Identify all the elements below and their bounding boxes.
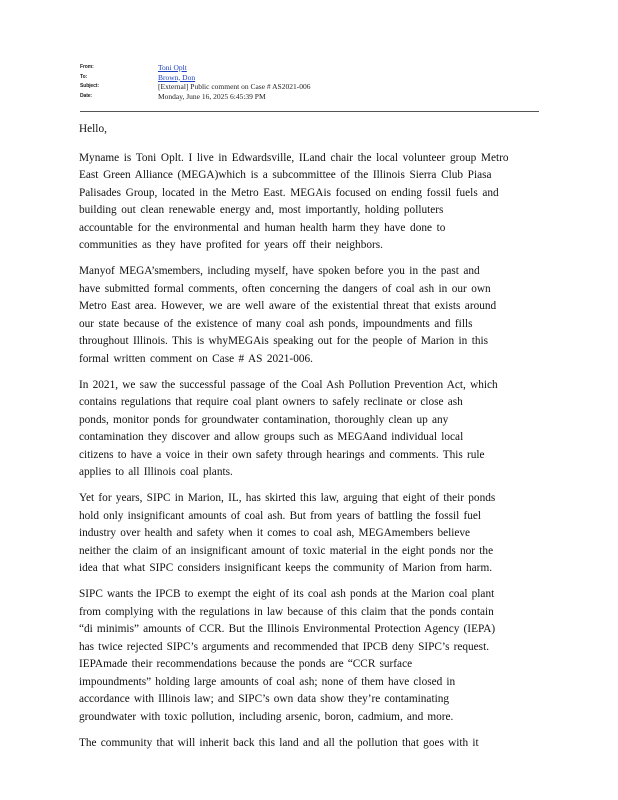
to-label: To: bbox=[80, 73, 88, 80]
paragraph-line: ponds, monitor ponds for groundwater contamination, thoroughly clean up any bbox=[79, 413, 449, 426]
paragraph-line: industry over health and safety when it comes to coal ash, MEGAmembers believe bbox=[79, 527, 471, 539]
header-divider bbox=[80, 111, 539, 112]
paragraph-line: groundwater with toxic pollution, including arsenic, boron, cadmium, and more. bbox=[79, 710, 454, 723]
paragraph-line: contains regulations that require coal plant owners to safely reclinate or close ash bbox=[79, 396, 463, 408]
paragraph-line: In 2021, we saw the successful passage of the Coal Ash Pollution Prevention Act, which bbox=[79, 378, 498, 391]
paragraph-line: Metro East area. However, we are well aware of the existential threat that exists around bbox=[79, 300, 497, 312]
paragraph-line: Yet for years, SIPC in Marion, IL, has skirted this law, arguing that eight of their ponds bbox=[79, 492, 496, 504]
paragraph bbox=[79, 490, 535, 578]
paragraph-line: building out clean renewable energy and, most importantly, holding polluters bbox=[79, 204, 444, 216]
paragraph bbox=[79, 735, 535, 753]
email-body bbox=[79, 121, 535, 761]
to-link[interactable]: Brown, Don bbox=[158, 72, 196, 82]
date-row bbox=[80, 92, 540, 102]
paragraph-line: IEPAmade their recommendations because the ponds are “CCR surface bbox=[79, 658, 413, 670]
paragraph-line: contamination they discover and allow groups such as MEGAand individual local bbox=[79, 431, 464, 443]
paragraph-line: The community that will inherit back this land and all the pollution that goes with it bbox=[79, 736, 479, 749]
paragraph-line: throughout Illinois. This is whyMEGAis speaking out for the people of Marion in this bbox=[79, 335, 489, 347]
paragraph-line: idea that what SIPC considers insignificant keeps the community of Marion from harm. bbox=[79, 562, 493, 574]
date-label: Date: bbox=[80, 92, 93, 99]
paragraph-line: accountable for the environmental and human health harm they have done to bbox=[79, 221, 446, 234]
paragraph bbox=[79, 263, 535, 368]
paragraph-line: Myname is Toni Oplt. I live in Edwardsville, ILand chair the local volunteer group Metro bbox=[79, 151, 509, 164]
paragraph bbox=[79, 586, 535, 726]
to-row bbox=[80, 73, 540, 83]
paragraph-line: our state because of the existence of many coal ash ponds, impoundments and fills bbox=[79, 317, 473, 330]
paragraph-line: Manyof MEGA’smembers, including myself, have spoken before you in the past and bbox=[79, 265, 480, 277]
subject-label: Subject: bbox=[80, 83, 99, 89]
subject-value: [External] Public comment on Case # AS2021-006 bbox=[158, 82, 311, 91]
paragraph bbox=[79, 150, 535, 255]
paragraph-line: has twice rejected SIPC’s arguments and recommended that IPCB deny SIPC’s request. bbox=[79, 640, 490, 653]
paragraph-line: SIPC wants the IPCB to exempt the eight of its coal ash ponds at the Marion coal plant bbox=[79, 588, 495, 600]
paragraph-line: “di minimis” amounts of CCR. But the Illinois Environmental Protection Agency (IEPA) bbox=[79, 623, 496, 635]
paragraph-line: impoundments” holding large amounts of coal ash; none of them have closed in bbox=[79, 675, 456, 688]
paragraph-line: from complying with the regulations in law because of this claim that the ponds contain bbox=[79, 605, 494, 618]
paragraph-line: hold only insignificant amounts of coal ash. But from years of battling the fossil fuel bbox=[79, 509, 482, 522]
from-label: From: bbox=[80, 64, 94, 70]
paragraph-line: applies to all Illinois coal plants. bbox=[79, 466, 233, 478]
paragraph-line: formal written comment on Case # AS 2021-006. bbox=[79, 352, 313, 365]
paragraph-line: have submitted formal comments, often concerning the dangers of coal ash in our own bbox=[79, 282, 491, 295]
from-row bbox=[80, 63, 540, 73]
paragraph-line: neither the claim of an insignificant amount of toxic material in the eight ponds nor the bbox=[79, 544, 494, 557]
greeting: Hello, bbox=[79, 123, 107, 135]
email-header bbox=[80, 63, 540, 101]
paragraph-line: Palisades Group, located in the Metro East. MEGAis focused on ending fossil fuels and bbox=[79, 186, 499, 199]
from-link[interactable]: Toni Oplt bbox=[158, 63, 187, 72]
subject-row bbox=[80, 82, 540, 92]
date-value: Monday, June 16, 2025 6:45:39 PM bbox=[158, 91, 266, 101]
paragraph-line: citizens to have a voice in their own safety through hearings and comments. This rule bbox=[79, 448, 485, 461]
paragraph-line: East Green Alliance (MEGA)which is a subcommittee of the Illinois Sierra Club Piasa bbox=[79, 169, 492, 181]
paragraph-line: accordance with Illinois law; and SIPC’s own data show they’re contaminating bbox=[79, 693, 450, 705]
paragraph-line: communities as they have profited for years off their neighbors. bbox=[79, 239, 383, 251]
paragraph bbox=[79, 377, 535, 482]
